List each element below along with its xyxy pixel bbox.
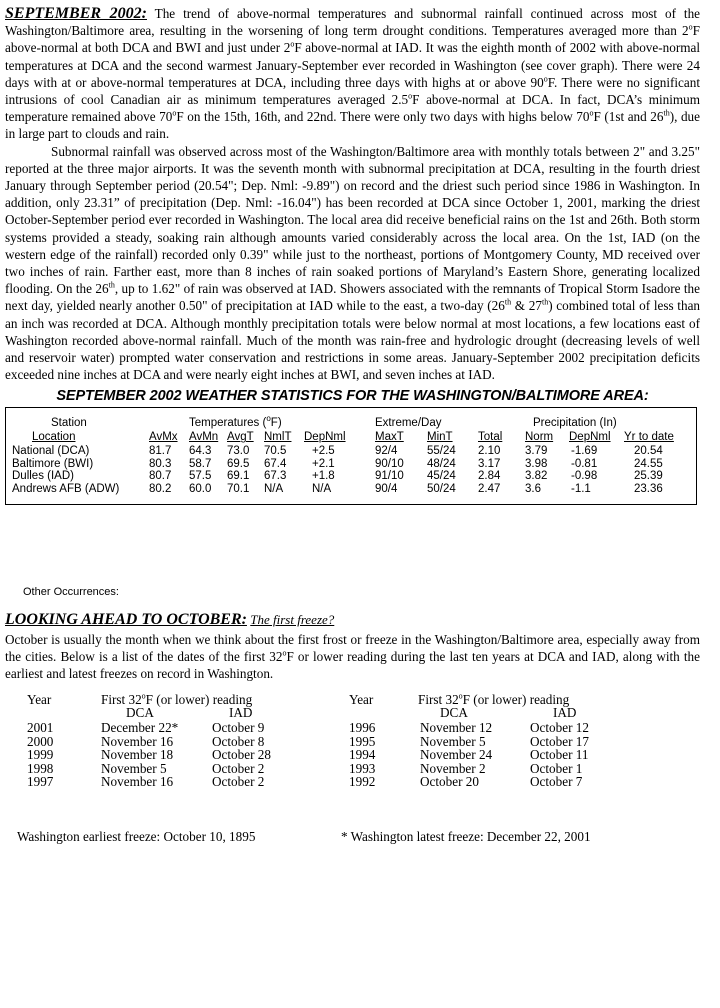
column-header: AvMx — [149, 431, 178, 444]
october-subheading: The first freeze? — [250, 612, 335, 627]
earliest-freeze: Washington earliest freeze: October 10, 1895 — [17, 829, 256, 844]
table-cell: 55/24 — [427, 445, 456, 458]
table-cell: 91/10 — [375, 470, 404, 483]
table-cell: +2.1 — [312, 457, 335, 470]
table-cell: -0.98 — [571, 470, 598, 483]
freeze-iad-date: October 17 — [530, 733, 589, 749]
table-cell: 58.7 — [189, 457, 212, 470]
table-cell: -1.1 — [571, 482, 591, 495]
dca-header: DCA — [440, 705, 468, 720]
table-cell: 80.2 — [149, 482, 172, 495]
table-cell: 3.98 — [525, 457, 548, 470]
reading-header: First 32$^o$F (or lower) reading — [101, 691, 253, 707]
october-heading: LOOKING AHEAD TO OCTOBER: — [5, 611, 247, 628]
freeze-iad-date: October 2 — [212, 760, 265, 776]
freeze-year: 2001 — [27, 720, 54, 735]
table-cell: 3.79 — [525, 445, 548, 458]
freeze-iad-date: October 11 — [530, 747, 589, 763]
column-header: AvMn — [189, 431, 219, 444]
stats-title: SEPTEMBER 2002 WEATHER STATISTICS FOR THE WASHINGTON/BALTIMORE AREA: — [56, 388, 649, 405]
table-cell: 57.5 — [189, 470, 212, 483]
freeze-year: 1994 — [349, 747, 376, 763]
header-temperatures: Temperatures ($^o$F) — [189, 414, 282, 430]
station-name: Dulles (IAD) — [12, 470, 74, 483]
year-header: Year — [349, 692, 374, 707]
table-cell: 60.0 — [189, 482, 212, 495]
freeze-dca-date: December 22* — [101, 720, 179, 735]
table-cell: 2.84 — [478, 470, 501, 483]
iad-header: IAD — [229, 705, 253, 720]
iad-header: IAD — [553, 705, 577, 720]
freeze-dca-date: November 5 — [101, 760, 167, 776]
station-name: Baltimore (BWI) — [12, 457, 94, 470]
table-cell: 80.7 — [149, 470, 172, 483]
column-header: DepNml — [304, 431, 346, 444]
column-header: MaxT — [375, 431, 404, 444]
column-header: Yr to date — [624, 431, 674, 444]
table-cell: 24.55 — [634, 457, 663, 470]
freeze-dca-date: November 16 — [101, 733, 174, 749]
freeze-iad-date: October 7 — [530, 774, 583, 790]
column-header: DepNml — [569, 431, 611, 444]
column-header: NmlT — [264, 431, 292, 444]
october-section — [5, 611, 700, 628]
freeze-year: 1995 — [349, 733, 376, 749]
reading-header: First 32$^o$F (or lower) reading — [418, 691, 570, 707]
table-cell: 2.10 — [478, 445, 501, 458]
station-name: Andrews AFB (ADW) — [12, 482, 120, 495]
table-cell: 81.7 — [149, 445, 172, 458]
table-cell: 67.3 — [264, 470, 287, 483]
header-extreme: Extreme/Day — [375, 417, 442, 430]
freeze-iad-date: October 9 — [212, 720, 265, 735]
table-cell: 90/10 — [375, 457, 404, 470]
freeze-year: 2000 — [27, 733, 54, 749]
freeze-dca-date: November 12 — [420, 720, 493, 735]
october-paragraph: October is usually the month when we think about the first frost or freeze in the Washington/Baltimore area, especially away from the cities. Below is a list of the dates of the first 32$^o$F or lower reading during the last ten years at DCA and IAD, along with the earliest and latest freezes on record in Washington. — [5, 632, 700, 682]
freeze-dca-date: November 16 — [101, 774, 174, 790]
freeze-iad-date: October 2 — [212, 774, 265, 790]
freeze-dca-date: November 24 — [420, 747, 493, 763]
table-cell: N/A — [264, 482, 284, 495]
freeze-dca-date: November 5 — [420, 733, 486, 749]
table-cell: 20.54 — [634, 445, 663, 458]
table-cell: 45/24 — [427, 470, 456, 483]
station-name: National (DCA) — [12, 445, 90, 458]
september-summary: SEPTEMBER 2002: The trend of above-normal temperatures and subnormal rainfall continued across most of the Washington/Baltimore area, resulting in the worsening of long term drought conditions. Temperatures averaged more than 2$^o$F above-normal at both DCA and BWI and just under 2$^o$F above-normal at IAD. It was the eighth month of 2002 with above-normal temperatures at DCA and the second warmest January-September ever recorded in Washington (see cover graph). There were 24 days with at or above-normal temperatures at DCA, including three days with highs at or above 90$^o$F. There were no significant intrusions of cool Canadian air as minimum temperatures averaged 2.5$^o$F above-normal at DCA. In fact, DCA’s minimum temperature remained above 70$^o$F on the 15th, 16th, and 22nd. There were only two days with highs below 70$^o$F (1st and 26th), due in large part to clouds and rain. — [5, 5, 701, 142]
freeze-year: 1997 — [27, 774, 54, 790]
header-precipitation: Precipitation (In) — [533, 417, 617, 430]
other-occurrences: Other Occurrences: — [23, 586, 119, 598]
freeze-year: 1998 — [27, 760, 54, 776]
stats-table — [5, 407, 697, 505]
table-cell: 92/4 — [375, 445, 398, 458]
freeze-year: 1993 — [349, 760, 376, 776]
table-cell: 23.36 — [634, 482, 663, 495]
table-cell: 90/4 — [375, 482, 398, 495]
table-cell: 67.4 — [264, 457, 287, 470]
freeze-dca-date: October 20 — [420, 774, 479, 790]
table-cell: -0.81 — [571, 457, 598, 470]
freeze-year: 1999 — [27, 747, 54, 763]
table-cell: +2.5 — [312, 445, 335, 458]
freeze-iad-date: October 12 — [530, 720, 589, 735]
freeze-iad-date: October 1 — [530, 760, 583, 776]
rainfall-paragraph: Subnormal rainfall was observed across most of the Washington/Baltimore area with monthly totals between 2" and 3.25" reported at the three major airports. It was the seventh month with subnormal precipitation at DCA, resulting in the fourth driest January through September period (20.54"; Dep. Nml: -9.89") on record and the driest such period since 1986 in Washington. In addition, only 23.31” of precipitation (Dep. Nml: -16.04") has been recorded at DCA since October 1, 2001, marking the driest October-September period ever recorded in Washington. The local area did receive beneficial rains on the 1st and 26th. Both storm systems provided a steady, soaking rain although amounts varied considerably across the local area. On the 1st, IAD (on the western edge of the rainfall) recorded only 0.39" while just to the northeast, portions of Montgomery County, MD received over two inches of rain. Farther east, more than 8 inches of rain soaked portions of Maryland’s Eastern Shore, generating localized flooding. On the 26th, up to 1.62" of rain was observed at IAD. Showers associated with the remnants of Tropical Storm Isadore the next day, yielded nearly another 0.50" of precipitation at IAD while to the east, a two-day (26th & 27th) combined total of less than an inch was recorded at DCA. Although monthly precipitation totals were below normal at most locations, a few locations east of Washington recorded above-normal rainfall. Much of the month was rain-free and hydrologic drought (decreasing levels of well and reservoir water) prompted water conservation and restrictions in some areas. January-September 2002 precipitation deficits exceeded nine inches at DCA and were nearly eight inches at BWI, and seven inches at IAD. — [5, 143, 701, 383]
table-cell: 25.39 — [634, 470, 663, 483]
table-cell: 3.6 — [525, 482, 541, 495]
freeze-dca-date: November 2 — [420, 760, 486, 776]
table-cell: 69.1 — [227, 470, 250, 483]
table-cell: 64.3 — [189, 445, 212, 458]
table-cell: 70.1 — [227, 482, 250, 495]
year-header: Year — [27, 692, 52, 707]
table-cell: 69.5 — [227, 457, 250, 470]
table-cell: 70.5 — [264, 445, 287, 458]
freeze-dca-date: November 18 — [101, 747, 174, 763]
column-header: Location — [32, 431, 76, 444]
september-heading: SEPTEMBER 2002: — [5, 5, 147, 22]
column-header: MinT — [427, 431, 453, 444]
table-cell: 3.82 — [525, 470, 548, 483]
column-header: Norm — [525, 431, 554, 444]
column-header: AvgT — [227, 431, 254, 444]
table-cell: 80.3 — [149, 457, 172, 470]
table-cell: -1.69 — [571, 445, 598, 458]
table-cell: 73.0 — [227, 445, 250, 458]
table-cell: +1.8 — [312, 470, 335, 483]
freeze-year: 1996 — [349, 720, 376, 735]
freeze-year: 1992 — [349, 774, 376, 790]
freeze-iad-date: October 8 — [212, 733, 265, 749]
freeze-iad-date: October 28 — [212, 747, 271, 763]
column-header: Total — [478, 431, 503, 444]
table-cell: 48/24 — [427, 457, 456, 470]
table-cell: 2.47 — [478, 482, 501, 495]
page — [5, 5, 700, 505]
table-cell: 3.17 — [478, 457, 501, 470]
latest-freeze: * Washington latest freeze: December 22, 2001 — [341, 829, 591, 844]
dca-header: DCA — [126, 705, 154, 720]
table-cell: 50/24 — [427, 482, 456, 495]
table-cell: N/A — [312, 482, 332, 495]
header-station: Station — [51, 417, 87, 430]
